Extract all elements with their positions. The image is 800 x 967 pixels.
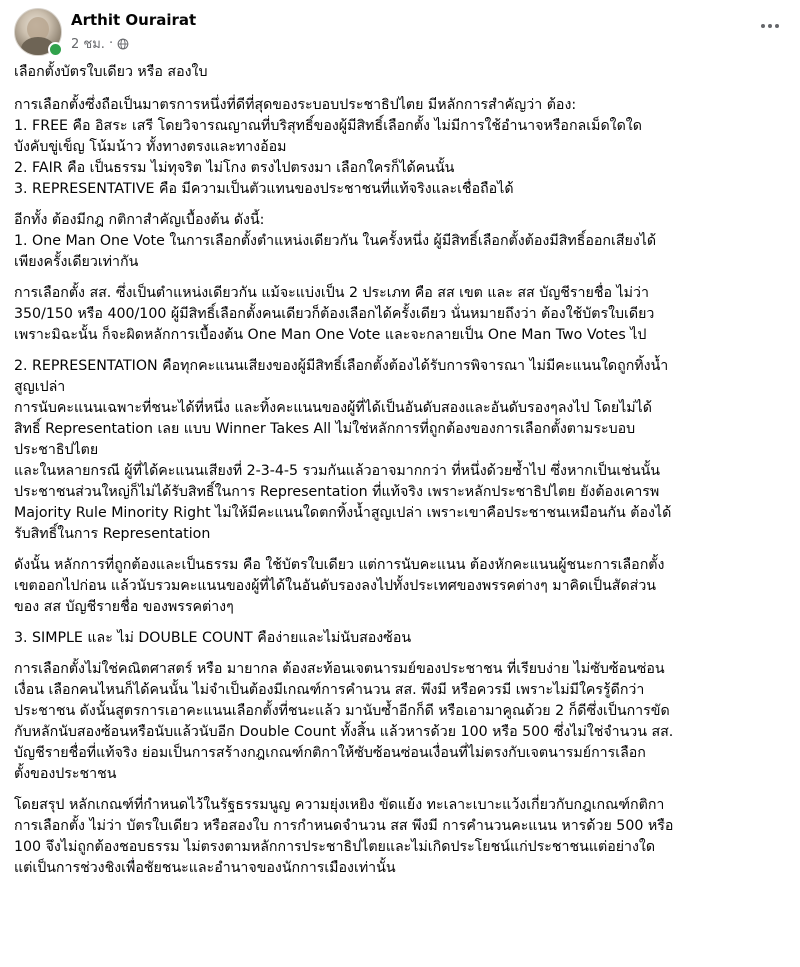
paragraph-conclusion-principle: ดังนั้น หลักการที่ถูกต้องและเป็นธรรม คือ ใช้บัตรใบเดียว แต่การนับคะแนน ต้องหักคะแนนผู้ชนะการเลือกตั้ง เขตออกไปก่อน แล้วนับรวมคะแนนของผู้ที่ได้ในอันดับรองลงไปทั้งประเทศของพรรคต่างๆ มาคิดเป็นสัดส่วน ของ สส บัญชีรายชื่อ ของพรรคต่างๆ [14,557,665,615]
post-meta [71,33,129,54]
paragraph-one-vote: การเลือกตั้ง สส. ซึ่งเป็นตำแหน่งเดียวกัน แม้จะแบ่งเป็น 2 ประเภท คือ สส เขต และ สส บัญชีรายชื่อ ไม่ว่า 350/150 หรือ 400/100 ผู้มีสิทธิ์เลือกตั้งคนเดียวก็ต้องเลือกได้ครั้งเดียว นั่นหมายถึงว่า ต้องใช้บัตรใบเดียว เพราะมิฉะนั้น ก็จะผิดหลักการเบื้องต้น One Man One Vote และจะกลายเป็น One Man Two Votes ไป [14,285,655,343]
paragraph-simple: การเลือกตั้งไม่ใช่คณิตศาสตร์ หรือ มายากล ต้องสะท้อนเจตนารมย์ของประชาชน ที่เรียบง่าย ไม่ซับซ้อนซ่อน เงื่อน เลือกคนไหนก็ได้คนนั้น ไม่จำเป็นต้องมีเกณฑ์การคำนวน สส. พึงมี หรือควรมี เพราะไม่มีใครรู้ดีกว่า ประชาชน ดังนั้นสูตรการเอาคะแนนเลือกตั้งที่ชนะแล้ว มานับซ้ำอีกก็ดี หรือเอามาคูณด้วย 2 ก็ดีซึ่งเป็นการขัด กับหลักนับสองซ้อนหรือนับแล้วนับอีก Double Count ทั้งสิ้น แล้วหารด้วย 100 หรือ 500 ซึ่งไม่ใช่จำนวน สส. บัญชีรายชื่อที่แท้จริง ย่อมเป็นการสร้างกฎเกณฑ์กติกาให้ซับซ้อนซ่อนเงื่อนที่ไม่ตรงกับเจตนารมย์การเลือก ตั้งของประชาชน [14,661,674,782]
post-content [14,62,792,889]
paragraph-principles: การเลือกตั้งซึ่งถือเป็นมาตรการหนึ่งที่ดีที่สุดของระบอบประชาธิปไตย มีหลักการสำคัญว่า ต้อง: 1. FREE คือ อิสระ เสรี โดยวิจารณญาณที่บริสุทธิ์ของผู้มีสิทธิ์เลือกตั้ง ไม่มีการใช้อำนาจหรือกลเม็ดใดใด บังคับขู่เข็ญ โน้มน้าว ทั้งทางตรงและทางอ้อม 2. FAIR คือ เป็นธรรม ไม่ทุจริต ไม่โกง ตรงไปตรงมา เลือกใครก็ได้คนนั้น 3. REPRESENTATIVE คือ มีความเป็นตัวแทนของประชาชนที่แท้จริงและเชื่อถือได้ [14,97,642,197]
post-header [14,8,786,58]
paragraph-representation: 2. REPRESENTATION คือทุกคะแนนเสียงของผู้มีสิทธิ์เลือกตั้งต้องได้รับการพิจารณา ไม่มีคะแนนใดถูกทิ้งน้ำ สูญเปล่า การนับคะแนนเฉพาะที่ชนะได้ที่หนึ่ง และทิ้งคะแนนของผู้ที่ได้เป็นอันดับสองและอันดับรองๆลงไป โดยไม่ได้ สิทธิ์ Representation เลย แบบ Winner Takes All ไม่ใช่หลักการที่ถูกต้องของการเลือกตั้งตามระบอบ ประชาธิปไตย และในหลายกรณี ผู้ที่ได้คะแนนเสียงที่ 2-3-4-5 รวมกันแล้วอาจมากกว่า ที่หนึ่งด้วยซ้ำไป ซึ่งหากเป็นเช่นนั้น ประชาชนส่วนใหญ่ก็ไม่ได้รับสิทธิ์ในการ Representation ที่แท้จริง เพราะหลักประชาธิปไตย ยังต้องเคารพ Majority Rule Minority Right ไม่ให้มีคะแนนใดตกทิ้งน้ำสูญเปล่า เพราะเขาคือประชาชนเหมือนกัน ต้องได้ รับสิทธิ์ในการ Representation [14,358,672,542]
post-title: เลือกตั้งบัตรใบเดียว หรือ สองใบ [14,64,208,80]
paragraph-rules: อีกทั้ง ต้องมีกฎ กติกาสำคัญเบื้องต้น ดังนี้: 1. One Man One Vote ในการเลือกตั้งตำแหน่งเดียวกัน ในครั้งหนึ่ง ผู้มีสิทธิ์เลือกตั้งต้องมีสิทธิ์ออกเสียงได้ เพียงครั้งเดียวเท่ากัน [14,212,657,270]
meta-separator: · [108,36,114,51]
paragraph-simple-heading: 3. SIMPLE และ ไม่ DOUBLE COUNT คือง่ายและไม่นับสองซ้อน [14,630,412,646]
more-dots-icon[interactable] [756,16,784,36]
paragraph-summary: โดยสรุป หลักเกณฑ์ที่กำหนดไว้ในรัฐธรรมนูญ ความยุ่งเหยิง ขัดแย้ง ทะเลาะเบาะแว้งเกี่ยวกับกฎเกณฑ์กติกา การเลือกตั้ง ไม่ว่า บัตรใบเดียว หรือสองใบ การกำหนดจำนวน สส พึงมี การคำนวนคะแนน หารด้วย 500 หรือ 100 จึงไม่ถูกต้องชอบธรรม ไม่ตรงตามหลักการประชาธิปไตยและไม่เกิดประโยชน์แก่ประชาชนแต่อย่างใด แต่เป็นการช่วงชิงเพื่อชัยชนะและอำนาจของนักการเมืองเท่านั้น [14,797,674,876]
author-name[interactable]: Arthit Ourairat [71,11,197,29]
globe-icon[interactable] [117,38,129,50]
online-status-icon [48,42,63,57]
post-time[interactable]: 2 ชม. [71,37,105,52]
